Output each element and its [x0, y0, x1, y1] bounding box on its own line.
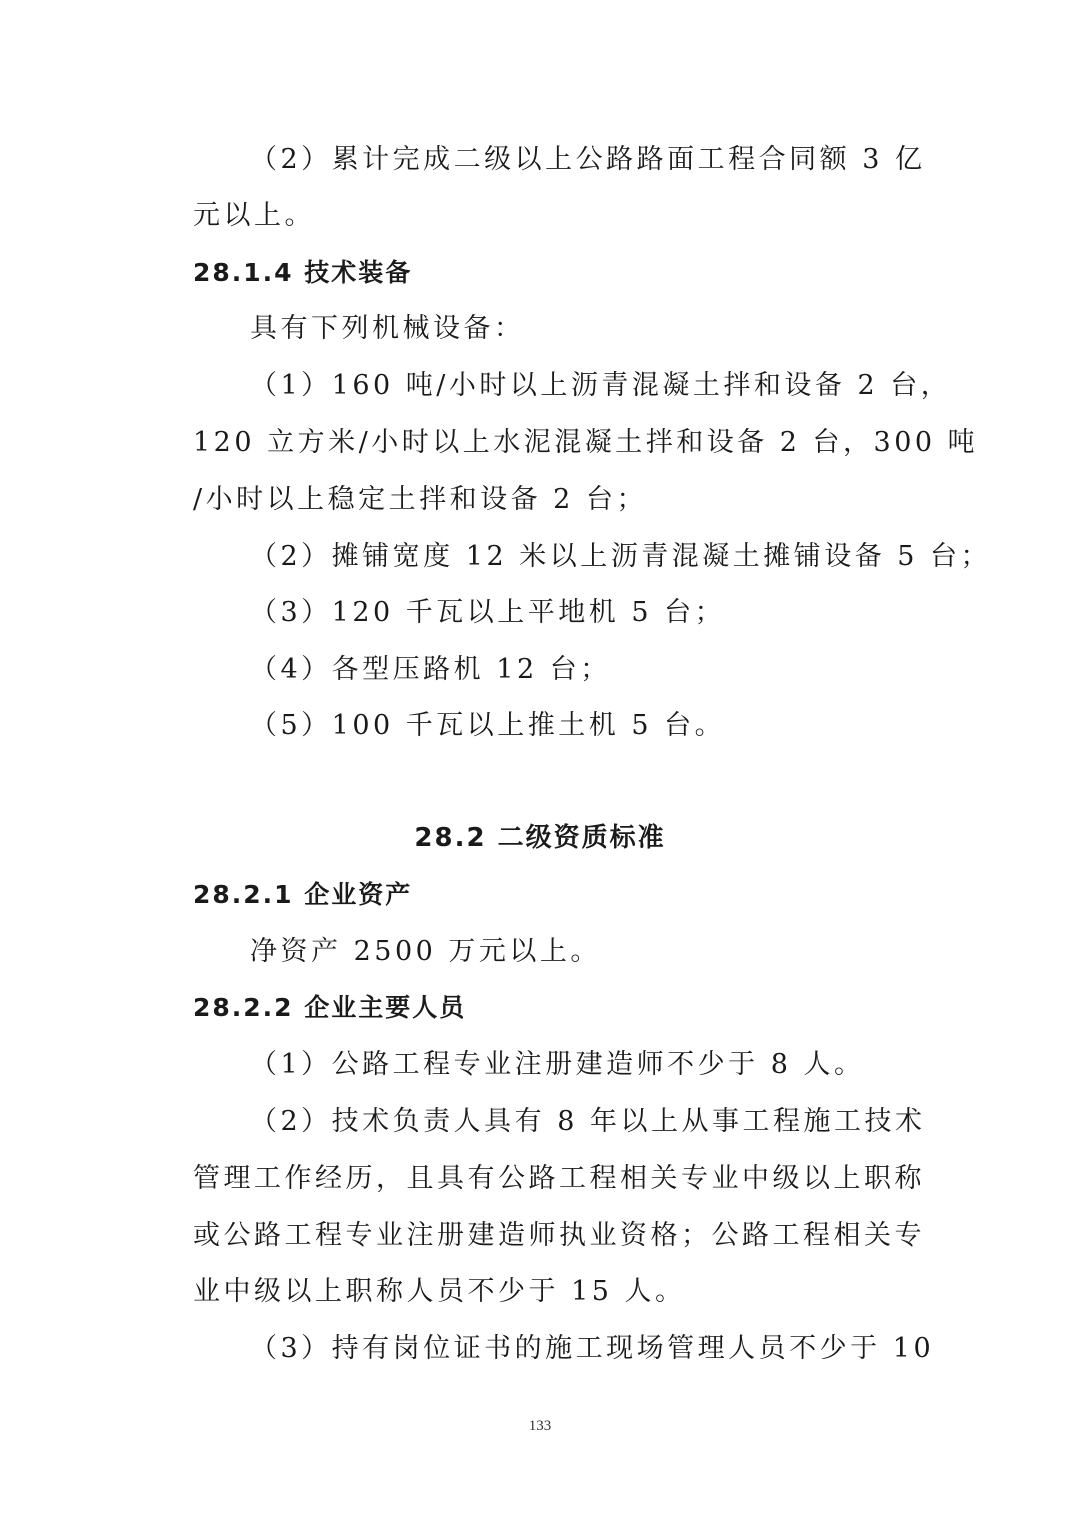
- paragraph-line: （2）累计完成二级以上公路路面工程合同额 3 亿: [250, 144, 926, 175]
- paragraph-line: （2）技术负责人具有 8 年以上从事工程施工技术: [250, 1106, 926, 1137]
- paragraph-line: 净资产 2500 万元以上。: [250, 936, 601, 967]
- section-heading-28-2-1: 28.2.1 企业资产: [193, 880, 413, 909]
- page-number: 133: [528, 1418, 552, 1434]
- section-heading-28-2-2: 28.2.2 企业主要人员: [193, 993, 467, 1022]
- paragraph-line: 元以上。: [193, 200, 315, 231]
- paragraph-line: /小时以上稳定土拌和设备 2 台；: [193, 484, 647, 515]
- paragraph-line: （2）摊铺宽度 12 米以上沥青混凝土摊铺设备 5 台；: [250, 541, 992, 572]
- paragraph-line: 120 立方米/小时以上水泥混凝土拌和设备 2 台，300 吨: [193, 427, 979, 458]
- paragraph-line: 业中级以上职称人员不少于 15 人。: [193, 1276, 686, 1307]
- paragraph-line: （4）各型压路机 12 台；: [250, 654, 611, 685]
- paragraph-line: （3）持有岗位证书的施工现场管理人员不少于 10: [250, 1333, 935, 1364]
- paragraph-line: （3）120 千瓦以上平地机 5 台；: [250, 597, 726, 628]
- paragraph-line: 或公路工程专业注册建造师执业资格；公路工程相关专: [193, 1220, 925, 1251]
- paragraph-line: （5）100 千瓦以上推土机 5 台。: [250, 710, 726, 741]
- section-heading-28-2: 28.2 二级资质标准: [414, 823, 666, 853]
- paragraph-line: 具有下列机械设备：: [250, 313, 525, 344]
- paragraph-line: （1）公路工程专业注册建造师不少于 8 人。: [250, 1049, 865, 1080]
- paragraph-line: （1）160 吨/小时以上沥青混凝土拌和设备 2 台，: [250, 370, 952, 401]
- section-heading-28-1-4: 28.1.4 技术装备: [193, 258, 413, 287]
- paragraph-line: 管理工作经历，且具有公路工程相关专业中级以上职称: [193, 1163, 925, 1194]
